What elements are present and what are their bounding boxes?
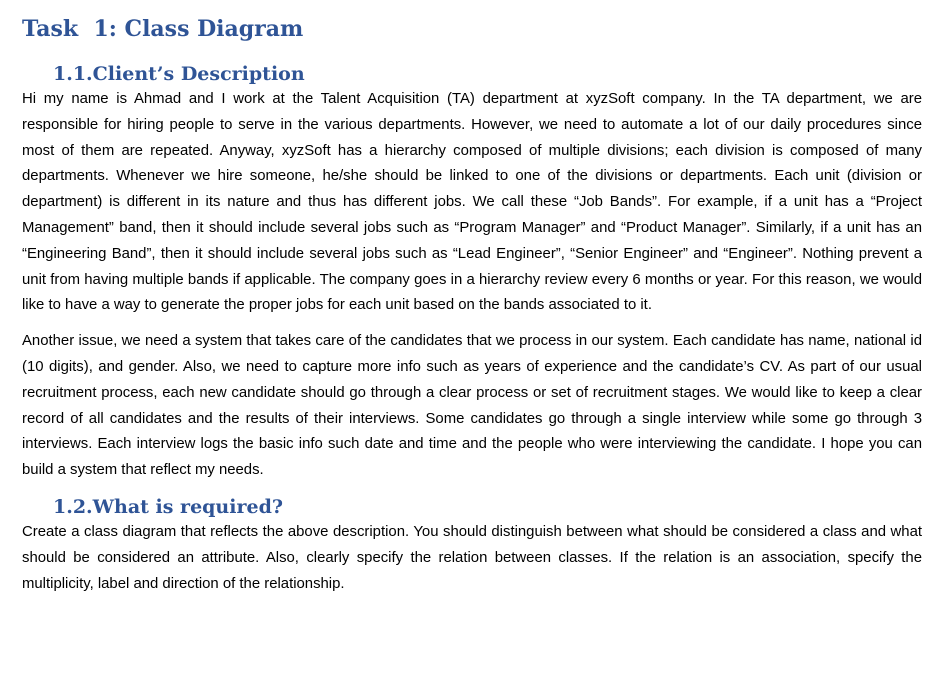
section-heading-what-is-required: 1.2.What is required? [53,495,283,518]
client-description-paragraph-1: Hi my name is Ahmad and I work at the Talent Acquisition (TA) department at xyzSoft company. In the TA department, we are responsible for hiring people to serve in the various departments. However, we need to automate a lot of our daily procedures since most of them are repeated. Anyway, xyzSoft has a hierarchy composed of multiple divisions; each division is composed of many departments. Whenever we hire someone, he/she should be linked to one of the divisions or departments. Each unit (division or department) is different in its nature and thus has different jobs. We call these “Job Bands”. For example, if a unit has a “Project Management” band, then it should include several jobs such as “Program Manager” and “Product Manager”. Similarly, if a unit has an “Engineering Band”, then it should include several jobs such as “Lead Engineer”, “Senior Engineer” and “Engineer”. Nothing prevent a unit from having multiple bands if applicable. The company goes in a hierarchy review every 6 months or year. For this reason, we would like to have a way to generate the proper jobs for each unit based on the bands associated to it. [22,91,922,314]
requirements-paragraph: Create a class diagram that reflects the above description. You should distinguish between what should be considered a class and what should be considered an attribute. Also, clearly specify the relation between classes. If the relation is an association, specify the multiplicity, label and direction of the relationship. [22,523,922,592]
task-title: Task 1: Class Diagram [22,16,304,42]
client-description-paragraph-2: Another issue, we need a system that takes care of the candidates that we process in our system. Each candidate has name, national id (10 digits), and gender. Also, we need to capture more info such as years of experience and the candidate’s CV. As part of our usual recruitment process, each new candidate should go through a clear process or set of recruitment stages. We would like to keep a clear record of all candidates and the results of their interviews. Some candidates go through a single interview while some go through 3 interviews. Each interview logs the basic info such date and time and the people who were interviewing the candidate. I hope you can build a system that reflect my needs. [22,333,922,479]
section-heading-clients-description: 1.1.Client’s Description [53,63,305,85]
